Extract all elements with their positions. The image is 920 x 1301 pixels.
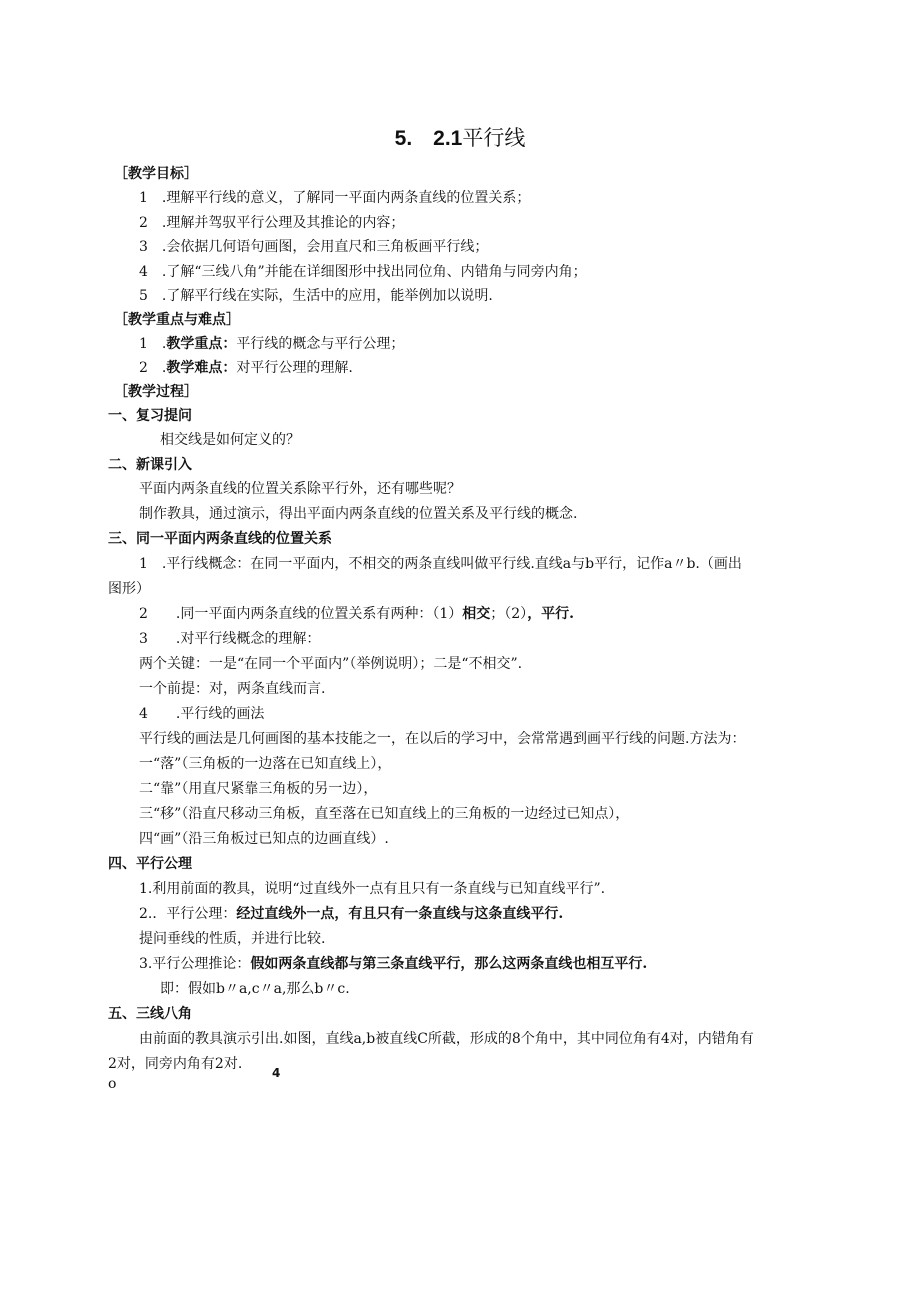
section-3-para-2-pre: 2 .同一平面内两条直线的位置关系有两种：（1） (139, 606, 463, 622)
keypoint-2-label: 教学难点： (166, 360, 237, 376)
section-3-para-2 (139, 604, 574, 624)
section-4-para-2a: 提问垂线的性质，并进行比较. (139, 931, 326, 947)
section-4-para-1: 1.利用前面的教具，说明“过直线外一点有且只有一条直线与已知直线平行”. (139, 881, 606, 897)
section-5-heading: 五、三线八角 (108, 1006, 192, 1022)
section-5-para-1b: 2对，同旁内角有2对. (108, 1056, 243, 1072)
page-title (0, 124, 920, 153)
section-3-para-4: 4 .平行线的画法 (139, 706, 265, 722)
section-3-para-2-bold-1: 相交 (462, 606, 491, 622)
section-3-para-3a: 两个关键：一是“在同一个平面内”（举例说明）；二是“不相交”. (139, 656, 523, 672)
objectives-heading: ［教学目标］ (114, 166, 198, 182)
title-text: 平行线 (462, 126, 526, 150)
section-4-para-2-bold: 经过直线外一点，有且只有一条直线与这条直线平行. (236, 906, 564, 922)
objective-item-4: 4 .了解“三线八角”并能在详细图形中找出同位角、内错角与同旁内角； (139, 264, 587, 280)
section-4-heading: 四、平行公理 (108, 856, 192, 872)
section-5-para-1a: 由前面的教具演示引出.如图，直线a,b被直线C所截，形成的8个角中，其中同位角有4对，内错角有 (139, 1031, 754, 1047)
keypoints-heading: ［教学重点与难点］ (114, 312, 240, 328)
keypoint-item-2 (139, 358, 353, 378)
keypoint-2-text: 对平行公理的理解. (236, 360, 353, 376)
keypoint-2-prefix: 2 . (139, 360, 167, 376)
section-4-para-3 (139, 954, 647, 974)
section-3-para-4e: 四“画”（沿三角板过已知点的边画直线）. (139, 831, 389, 847)
section-4-para-2-pre: 2.．平行公理： (139, 906, 237, 922)
keypoint-1-text: 平行线的概念与平行公理； (236, 336, 405, 352)
section-1-heading: 一、复习提问 (108, 408, 192, 424)
section-4-para-2 (139, 904, 563, 924)
section-4-para-3-bold: 假如两条直线都与第三条直线平行，那么这两条直线也相互平行. (250, 956, 648, 972)
footer-mark: o (108, 1076, 117, 1092)
objective-item-5: 5 .了解平行线在实际，生活中的应用，能举例加以说明. (139, 288, 493, 304)
section-3-para-4b: 一“落”（三角板的一边落在已知直线上）， (139, 756, 392, 772)
section-3-para-3: 3 .对平行线概念的理解： (139, 631, 321, 647)
keypoint-1-prefix: 1 . (139, 336, 167, 352)
section-3-para-3b: 一个前提：对，两条直线而言. (139, 681, 326, 697)
objective-item-1: 1 .理解平行线的意义，了解同一平面内两条直线的位置关系； (139, 190, 531, 206)
keypoint-1-label: 教学重点： (166, 336, 237, 352)
title-number: 5. 2.1 (394, 127, 463, 150)
objective-item-3: 3 .会依据几何语句画图，会用直尺和三角板画平行线； (139, 239, 489, 255)
objective-item-2: 2 .理解并驾驭平行公理及其推论的内容； (139, 215, 405, 231)
section-3-para-2-mid: ；（2） (490, 606, 528, 622)
section-3-para-2-bold-2: ，平行. (527, 606, 575, 622)
section-2-heading: 二、新课引入 (108, 457, 192, 473)
keypoint-item-1 (139, 334, 404, 354)
section-3-para-1b: 图形） (108, 581, 150, 597)
section-2-line-1: 平面内两条直线的位置关系除平行外，还有哪些呢？ (139, 481, 461, 497)
section-4-para-3a: 即：假如b〃a,c〃a,那么b〃c. (160, 981, 350, 997)
section-1-line-1: 相交线是如何定义的？ (160, 432, 300, 448)
page-number: 4 (272, 1066, 281, 1080)
section-3-heading: 三、同一平面内两条直线的位置关系 (108, 531, 332, 547)
section-3-para-4c: 二“靠”（用直尺紧靠三角板的另一边）， (139, 781, 378, 797)
section-3-para-1a: 1 .平行线概念：在同一平面内，不相交的两条直线叫做平行线.直线a与b平行，记作a〃b.（画出 (139, 556, 742, 572)
section-3-para-4a: 平行线的画法是几何画图的基本技能之一，在以后的学习中，会常常遇到画平行线的问题.方法为： (139, 731, 746, 747)
section-2-line-2: 制作教具，通过演示，得出平面内两条直线的位置关系及平行线的概念. (139, 506, 578, 522)
section-3-para-4d: 三“移”（沿直尺移动三角板，直至落在已知直线上的三角板的一边经过已知点）， (139, 806, 630, 822)
process-heading: ［教学过程］ (114, 384, 198, 400)
section-4-para-3-pre: 3.平行公理推论： (139, 956, 251, 972)
